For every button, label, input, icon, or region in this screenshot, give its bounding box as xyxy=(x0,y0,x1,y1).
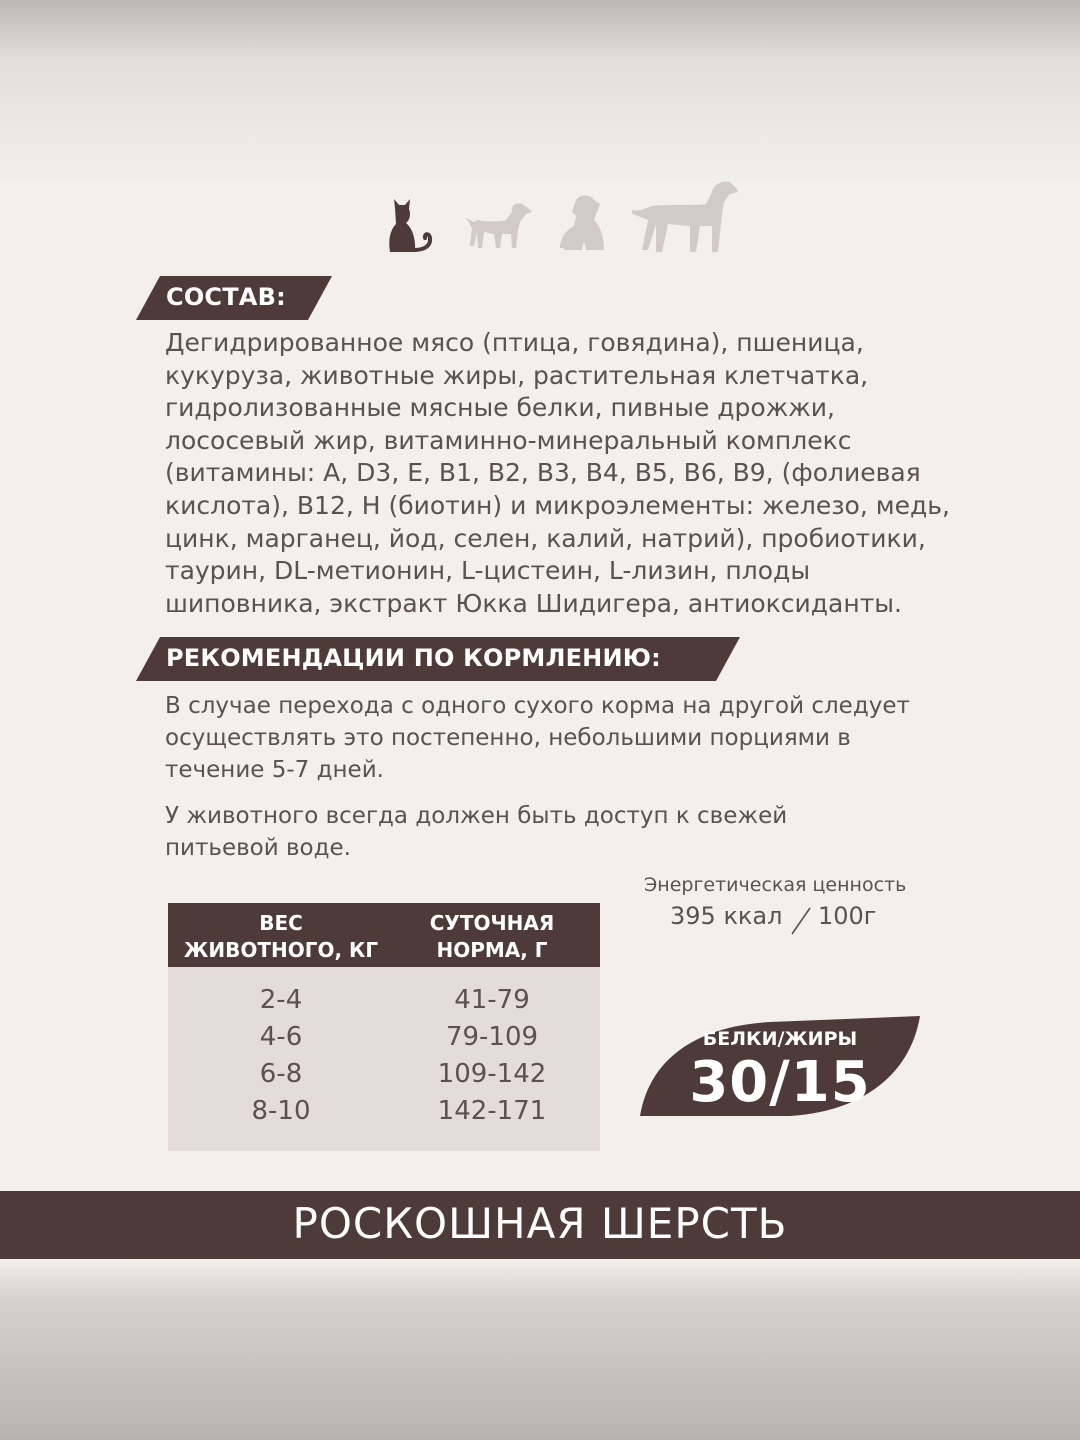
table-cell-weight: 6-8 xyxy=(259,1059,303,1089)
footer-text: РОСКОШНАЯ ШЕРСТЬ xyxy=(292,1199,788,1248)
table-header-norm: СУТОЧНАЯ НОРМА, Г xyxy=(429,911,555,962)
energy-unit: 100г xyxy=(818,902,877,930)
table-cell-weight: 2-4 xyxy=(259,985,303,1015)
table-row xyxy=(168,1022,600,1059)
table-row xyxy=(168,1096,600,1133)
table-header-weight: ВЕС ЖИВОТНОГО, КГ xyxy=(183,911,379,962)
table-cell-weight: 4-6 xyxy=(259,1022,303,1052)
table-row xyxy=(168,985,600,1022)
large-dog-icon xyxy=(630,178,740,254)
cat-icon xyxy=(384,196,434,254)
energy-label: Энергетическая ценность xyxy=(644,874,907,896)
feeding-table xyxy=(168,903,600,1151)
table-cell-norm: 41-79 xyxy=(454,985,530,1015)
feeding-text-1: В случае перехода с одного сухого корма на другой следует осуществлять это постепенно, небольшими порциями в течение 5-7 дней. xyxy=(165,693,910,783)
feeding-title: РЕКОМЕНДАЦИИ ПО КОРМЛЕНИЮ: xyxy=(166,644,661,672)
badge-label: БЕЛКИ/ЖИРЫ xyxy=(702,1028,858,1050)
table-header xyxy=(168,903,600,967)
composition-text: Дегидрированное мясо (птица, говядина), пшеница, кукуруза, животные жиры, растительная клетчатка, гидролизованные мясные белки, пивные дрожжи, лососевый жир, витаминно-минеральный комплекс (витамины: А, D3, E, B1, B2, B3, B4, B5, B6, B9, (фолиевая кислота), B12, H (биотин) и микроэлементы: железо, медь, цинк, марганец, йод, селен, калий, натрий), пробиотики, таурин, DL-метионин, L-цистеин, L-лизин, плоды шиповника, экстракт Юкка Шидигера, антиоксиданты. xyxy=(165,328,950,618)
feeding-text-2: У животного всегда должен быть доступ к свежей питьевой воде. xyxy=(165,803,788,861)
energy-value: 395 ккал xyxy=(670,902,783,930)
animal-icons xyxy=(380,178,750,254)
table-row xyxy=(168,1059,600,1096)
composition-title: СОСТАВ: xyxy=(166,283,286,311)
slash-divider xyxy=(790,906,812,936)
feeding-header xyxy=(136,637,740,681)
puppy-icon xyxy=(556,192,612,254)
composition-header xyxy=(136,276,332,320)
badge-value: 30/15 xyxy=(689,1050,871,1115)
table-cell-norm: 142-171 xyxy=(437,1096,547,1126)
table-cell-norm: 109-142 xyxy=(437,1059,547,1089)
footer-banner xyxy=(0,1191,1080,1259)
table-cell-norm: 79-109 xyxy=(445,1022,539,1052)
protein-fat-badge xyxy=(640,1016,920,1116)
table-cell-weight: 8-10 xyxy=(251,1096,311,1126)
small-dog-icon xyxy=(462,200,536,252)
